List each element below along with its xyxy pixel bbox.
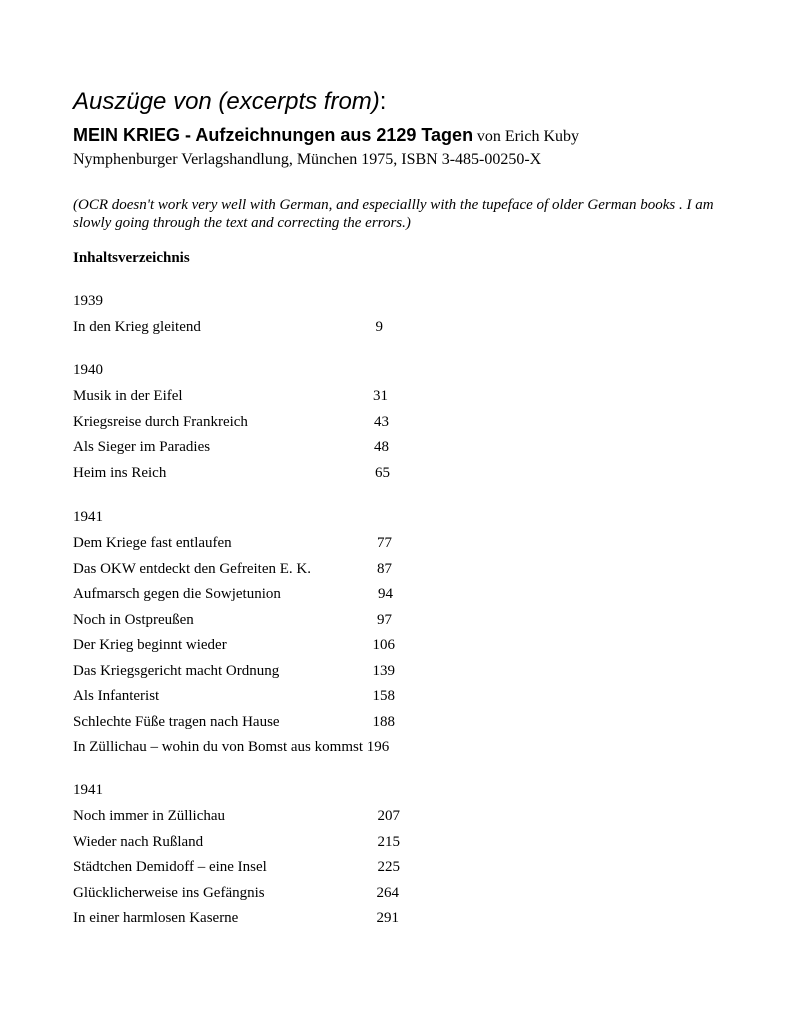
toc-entry-page: 188 <box>372 714 395 730</box>
book-title: MEIN KRIEG - Aufzeichnungen aus 2129 Tagen <box>73 125 474 145</box>
toc-entry-title: Dem Kriege fast entlaufen <box>73 535 232 551</box>
toc-entry-page: 196 <box>366 739 390 755</box>
toc-year: 1939 <box>73 293 103 309</box>
toc-entry <box>73 909 238 927</box>
toc-entry-title: Städtchen Demidoff – eine Insel <box>73 859 267 875</box>
toc-entry-page: 77 <box>377 535 392 551</box>
toc-entry <box>73 534 232 552</box>
toc-entry <box>73 636 227 654</box>
toc-entry-page: 48 <box>374 439 389 455</box>
toc-entry-page: 97 <box>377 612 392 628</box>
toc-year: 1940 <box>73 362 103 378</box>
toc-entry-title: Als Infanterist <box>73 688 160 704</box>
toc-entry <box>73 884 265 902</box>
toc-entry-page: 9 <box>375 319 383 335</box>
toc-entry <box>73 687 159 705</box>
toc-entry-title: Der Krieg beginnt wieder <box>73 637 227 653</box>
toc-entry <box>73 438 210 456</box>
book-author: von Erich Kuby <box>476 128 580 145</box>
toc-entry <box>73 713 280 731</box>
toc-entry-page: 291 <box>376 910 399 926</box>
toc-entry <box>73 464 166 482</box>
toc-entry-page: 87 <box>377 561 392 577</box>
toc-entry-page: 31 <box>373 388 388 404</box>
toc-entry-page: 65 <box>375 465 390 481</box>
toc-entry <box>73 413 248 431</box>
ocr-note: (OCR doesn't work very well with German, and especiallly with the tupeface of older German books . I am slowly going through the text and correcting the errors.) <box>73 197 714 231</box>
toc-entry <box>73 807 225 825</box>
toc-heading: Inhaltsverzeichnis <box>73 250 190 266</box>
publisher-info: Nymphenburger Verlagshandlung, München 1975, ISBN 3-485-00250-X <box>73 151 542 168</box>
toc-year: 1941 <box>73 509 103 525</box>
toc-entry <box>73 318 201 336</box>
toc-entry-title: In Züllichau – wohin du von Bomst aus kommst <box>73 739 363 755</box>
toc-entry-page: 158 <box>372 688 395 704</box>
toc-entry <box>73 738 389 756</box>
toc-entry-title: Das Kriegsgericht macht Ordnung <box>73 663 280 679</box>
title-text: Auszüge von (excerpts from) <box>73 88 380 115</box>
toc-entry-page: 264 <box>376 885 399 901</box>
page-title <box>73 88 386 116</box>
title-colon: : <box>379 88 387 115</box>
toc-entry-page: 225 <box>377 859 400 875</box>
toc-entry-title: In einer harmlosen Kaserne <box>73 910 239 926</box>
toc-entry-title: Noch in Ostpreußen <box>73 612 194 628</box>
toc-entry-page: 94 <box>378 586 393 602</box>
toc-entry <box>73 387 183 405</box>
toc-entry <box>73 611 194 629</box>
toc-entry-title: Schlechte Füße tragen nach Hause <box>73 714 280 730</box>
toc-entry-title: Noch immer in Züllichau <box>73 808 226 824</box>
toc-entry-title: Wieder nach Rußland <box>73 834 204 850</box>
toc-entry-page: 207 <box>377 808 400 824</box>
toc-entry-title: Kriegsreise durch Frankreich <box>73 414 248 430</box>
toc-year: 1941 <box>73 782 103 798</box>
toc-entry <box>73 662 279 680</box>
toc-entry-title: Als Sieger im Paradies <box>73 439 211 455</box>
toc-entry-title: Das OKW entdeckt den Gefreiten E. K. <box>73 561 311 577</box>
toc-entry-title: Glücklicherweise ins Gefängnis <box>73 885 265 901</box>
toc-entry-title: Aufmarsch gegen die Sowjetunion <box>73 586 281 602</box>
toc-entry <box>73 833 203 851</box>
toc-entry-page: 139 <box>372 663 395 679</box>
toc-entry-title: Musik in der Eifel <box>73 388 183 404</box>
toc-entry-title: In den Krieg gleitend <box>73 319 201 335</box>
toc-entry-page: 106 <box>372 637 395 653</box>
toc-entry-page: 215 <box>377 834 400 850</box>
toc-entry <box>73 560 311 578</box>
book-heading <box>73 124 579 148</box>
toc-entry-title: Heim ins Reich <box>73 465 167 481</box>
toc-entry <box>73 585 281 603</box>
toc-entry <box>73 858 267 876</box>
toc-entry-page: 43 <box>374 414 389 430</box>
